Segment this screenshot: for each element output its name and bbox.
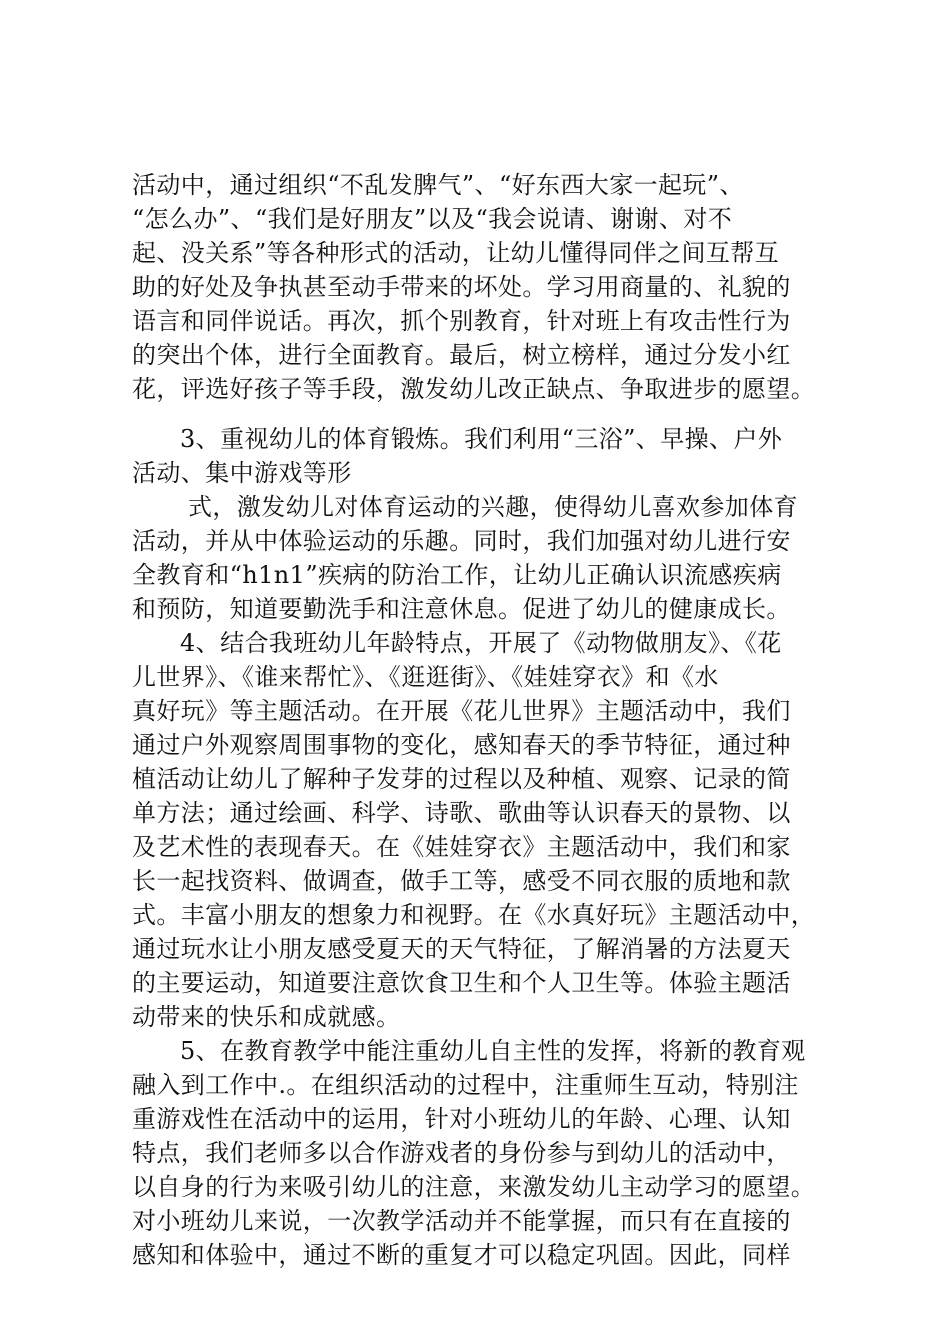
text-line: 活动中，通过组织“不乱发脾气”、“好东西大家一起玩”、 bbox=[132, 171, 744, 199]
text-line: “怎么办”、“我们是好朋友”以及“我会说请、谢谢、对不 bbox=[132, 205, 733, 233]
text-line: 花，评选好孩子等手段，激发幼儿改正缺点、争取进步的愿望。 bbox=[132, 375, 816, 403]
text-line: 通过户外观察周围事物的变化，感知春天的季节特征，通过种 bbox=[132, 731, 791, 759]
paragraph-1 bbox=[132, 168, 832, 406]
text-line: 真好玩》等主题活动。在开展《花儿世界》主题活动中，我们 bbox=[132, 697, 791, 725]
text-line: 3、重视幼儿的体育锻炼。我们利用“三浴”、早操、户外 bbox=[180, 425, 783, 453]
text-line: 助的好处及争执甚至动手带来的坏处。学习用商量的、礼貌的 bbox=[132, 273, 791, 301]
paragraph-3-body bbox=[132, 490, 832, 626]
text-line: 特点，我们老师多以合作游戏者的身份参与到幼儿的活动中， bbox=[132, 1139, 791, 1167]
text-line: 动带来的快乐和成就感。 bbox=[132, 1003, 401, 1031]
text-line: 儿世界》、《谁来帮忙》、《逛逛街》、《娃娃穿衣》和《水 bbox=[132, 663, 719, 691]
text-line: 语言和同伴说话。再次，抓个别教育，针对班上有攻击性行为 bbox=[132, 307, 791, 335]
text-line: 对小班幼儿来说，一次教学活动并不能掌握，而只有在直接的 bbox=[132, 1207, 791, 1235]
text-line: 式。丰富小朋友的想象力和视野。在《水真好玩》主题活动中， bbox=[132, 901, 816, 929]
paragraph-3-heading bbox=[132, 422, 832, 490]
text-line: 起、没关系”等各种形式的活动，让幼儿懂得同伴之间互帮互 bbox=[132, 239, 780, 267]
text-line: 通过玩水让小朋友感受夏天的天气特征，了解消暑的方法夏天 bbox=[132, 935, 791, 963]
text-line: 的主要运动，知道要注意饮食卫生和个人卫生等。体验主题活 bbox=[132, 969, 791, 997]
text-line: 的突出个体，进行全面教育。最后，树立榜样，通过分发小红 bbox=[132, 341, 791, 369]
text-line: 和预防，知道要勤洗手和注意休息。促进了幼儿的健康成长。 bbox=[132, 595, 791, 623]
text-line: 感知和体验中，通过不断的重复才可以稳定巩固。因此，同样 bbox=[132, 1241, 791, 1269]
text-line: 式，激发幼儿对体育运动的兴趣，使得幼儿喜欢参加体育 bbox=[188, 493, 798, 521]
paragraph-4 bbox=[132, 626, 832, 1034]
text-line: 重游戏性在活动中的运用，针对小班幼儿的年龄、心理、认知 bbox=[132, 1105, 791, 1133]
text-line: 4、结合我班幼儿年龄特点，开展了《动物做朋友》、《花 bbox=[180, 629, 782, 657]
text-line: 长一起找资料、做调查，做手工等，感受不同衣服的质地和款 bbox=[132, 867, 791, 895]
text-line: 单方法；通过绘画、科学、诗歌、歌曲等认识春天的景物、以 bbox=[132, 799, 791, 827]
text-line: 植活动让幼儿了解种子发芽的过程以及种植、观察、记录的简 bbox=[132, 765, 791, 793]
text-line: 全教育和“h1n1”疾病的防治工作，让幼儿正确认识流感疾病 bbox=[132, 561, 782, 589]
text-line: 以自身的行为来吸引幼儿的注意，来激发幼儿主动学习的愿望。 bbox=[132, 1173, 816, 1201]
paragraph-5 bbox=[132, 1034, 832, 1272]
text-line: 活动，并从中体验运动的乐趣。同时，我们加强对幼儿进行安 bbox=[132, 527, 791, 555]
text-line: 融入到工作中.。在组织活动的过程中，注重师生互动，特别注 bbox=[132, 1071, 799, 1099]
text-line: 5、在教育教学中能注重幼儿自主性的发挥，将新的教育观 bbox=[180, 1037, 806, 1065]
text-line: 活动、集中游戏等形 bbox=[132, 459, 352, 487]
text-line: 及艺术性的表现春天。在《娃娃穿衣》主题活动中，我们和家 bbox=[132, 833, 791, 861]
